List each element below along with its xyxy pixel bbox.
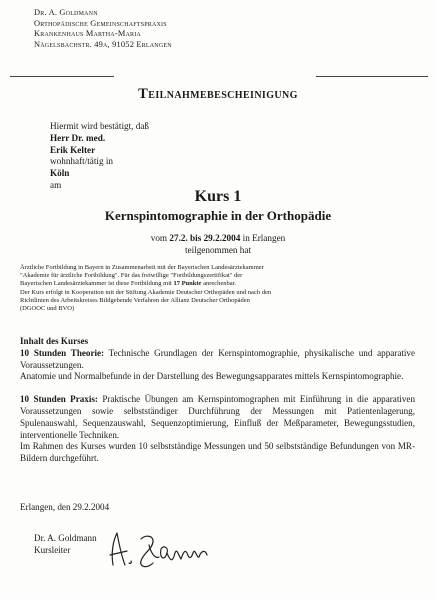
practice-text-2: Im Rahmen des Kurses wurden 10 selbstständige Messungen und 50 selbstständige Befundungen von MR-Bildern durchgeführt.	[20, 441, 415, 464]
cooperation-line: (DGOOC und BVO)	[20, 305, 75, 313]
signature-block	[34, 532, 97, 557]
accreditation-note	[20, 264, 416, 313]
course-content	[20, 336, 415, 465]
course-topic: Kernspintomographie in der Orthopädie	[104, 208, 332, 223]
theory-text: Technische Grundlagen der Kernspintomographie, physikalische und apparative Voraussetzungen.	[20, 347, 415, 370]
accreditation-line	[20, 280, 416, 288]
date-place: in Erlangen	[242, 233, 286, 243]
letterhead-hospital: Krankenhaus Martha-Maria	[34, 29, 141, 39]
cooperation-line: Der Kurs erfolgt in Kooperation mit der Stiftung Akademie Deutscher Orthopäden und nach den	[20, 288, 272, 296]
date-range: 27.2. bis 29.2.2004	[169, 233, 241, 243]
theory-text-2: Anatomie und Normalbefunde in der Darstellung des Bewegungsapparates mittels Kernspintomographie.	[20, 371, 404, 382]
cooperation-line: Richtlinien des Arbeitskreises Bildgebende Verfahren der Allianz Deutscher Orthopäden	[20, 296, 250, 304]
letterhead	[34, 8, 172, 50]
cme-points: 17 Punkte	[173, 280, 202, 288]
handwritten-signature	[101, 523, 219, 573]
accreditation-text: Bayerischen Landesärztekammer ist diese Fortbildung mit	[20, 280, 172, 288]
participant-city: Köln	[50, 168, 70, 179]
accreditation-line: "Akademie für ärztliche Fortbildung". Für das freiwillige "Fortbildungszertifikat" der	[20, 272, 243, 280]
accreditation-line: Ärztliche Fortbildung in Bayern in Zusammenarbeit mit der Bayerischen Landesärztekammer	[20, 264, 264, 271]
practice-paragraph	[20, 394, 415, 441]
signer-name: Dr. A. Goldmann	[34, 533, 97, 543]
date-prefix: vom	[150, 233, 168, 243]
participant-name: Erik Kelter	[50, 144, 96, 155]
practice-text: Praktische Übungen am Kernspintomographen mit Einführung in die apparativen Voraussetzungen sowie selbstständiger Durchführung der Messungen mit Patientenlagerung, Spulenauswahl, Sequenzauswahl, Sequenzoptimierung, Einfluß der Meßparameter, Bewegungsstudien, interventionelle Techniken.	[20, 394, 415, 440]
letterhead-rule-left	[10, 76, 114, 77]
letterhead-rule-right	[316, 76, 428, 77]
content-heading: Inhalt des Kurses	[20, 336, 89, 346]
letterhead-name: Dr. A. Goldmann	[34, 8, 98, 17]
date-intro: am	[50, 179, 62, 190]
residence-label: wohnhaft/tätig in	[50, 156, 114, 167]
place-date: Erlangen, den 29.2.2004	[20, 502, 110, 512]
course-number: Kurs 1	[194, 188, 242, 205]
course-dates	[0, 232, 436, 256]
participant-block	[50, 121, 149, 192]
letterhead-practice: Orthopädische Gemeinschaftspraxis	[34, 18, 167, 28]
theory-label: 10 Stunden Theorie:	[20, 347, 105, 358]
practice-label: 10 Stunden Praxis:	[20, 394, 98, 405]
accreditation-text: anrechenbar.	[203, 280, 237, 288]
document-title: Teilnahmebescheinigung	[138, 86, 298, 102]
letterhead-address: Nägelsbachstr. 49a, 91052 Erlangen	[34, 39, 172, 49]
participation-statement: teilgenommen hat	[184, 245, 252, 255]
theory-paragraph	[20, 348, 415, 372]
participant-title: Herr Dr. med.	[50, 132, 106, 143]
intro-statement: Hiermit wird bestätigt, daß	[50, 121, 149, 131]
signer-role: Kursleiter	[34, 545, 71, 556]
